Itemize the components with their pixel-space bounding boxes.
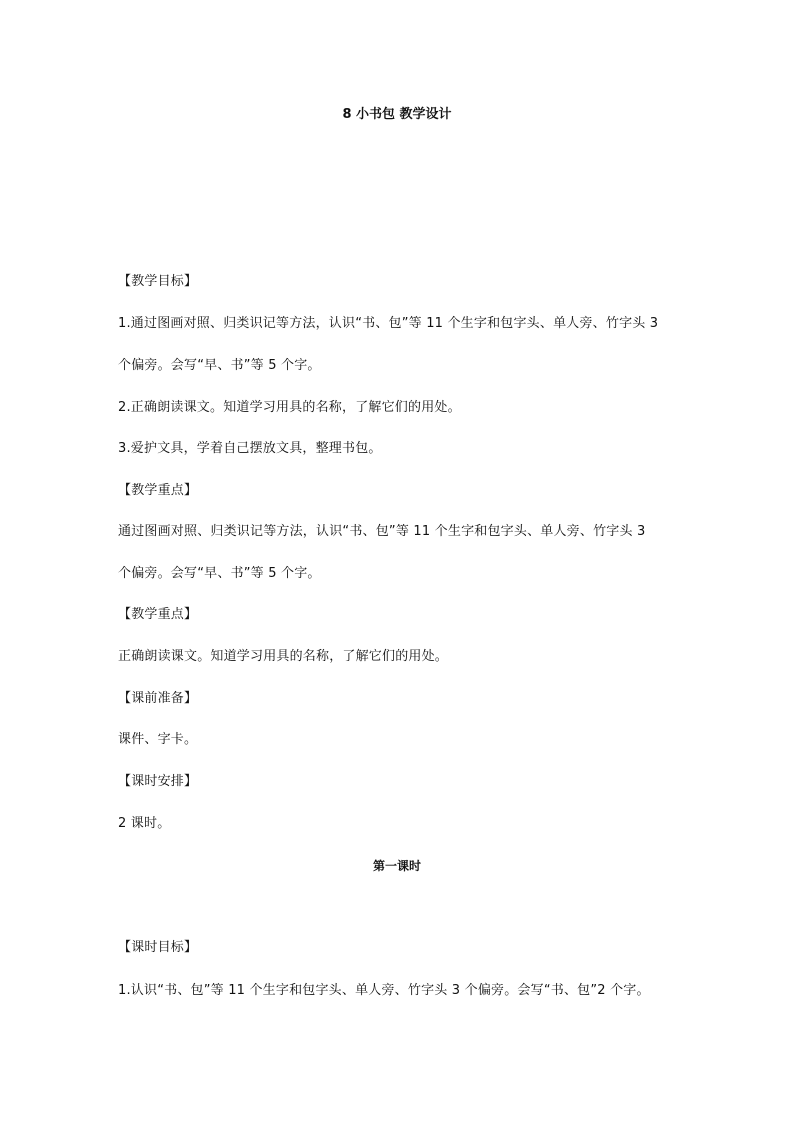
goals-heading: 【教学目标】 [118, 274, 198, 289]
lesson-goals-heading: 【课时目标】 [118, 940, 198, 955]
preparation-text: 课件、字卡。 [118, 732, 198, 747]
schedule-text: 2 课时。 [118, 816, 171, 831]
lesson-goal-1: 1.认识“书、包”等 11 个生字和包字头、单人旁、竹字头 3 个偏旁。会写“书、包”2 个字。 [118, 983, 650, 998]
document-title: 8 小书包 教学设计 [342, 107, 452, 122]
key-points-heading-2: 【教学重点】 [118, 607, 198, 622]
schedule-heading: 【课时安排】 [118, 774, 198, 789]
goal-3: 3.爱护文具，学着自己摆放文具，整理书包。 [118, 441, 382, 456]
key-point-1-line-1: 通过图画对照、归类识记等方法，认识“书、包”等 11 个生字和包字头、单人旁、竹字头 3 [118, 524, 646, 539]
key-point-2: 正确朗读课文。知道学习用具的名称，了解它们的用处。 [118, 649, 449, 664]
preparation-heading: 【课前准备】 [118, 691, 198, 706]
key-point-1-line-2: 个偏旁。会写“早、书”等 5 个字。 [118, 566, 321, 581]
lesson-title: 第一课时 [372, 859, 421, 873]
goal-1-line-1: 1.通过图画对照、归类识记等方法，认识“书、包”等 11 个生字和包字头、单人旁、竹字头 3 [118, 316, 659, 331]
key-points-heading-1: 【教学重点】 [118, 483, 198, 498]
goal-1-line-2: 个偏旁。会写“早、书”等 5 个字。 [118, 358, 321, 373]
goal-2: 2.正确朗读课文。知道学习用具的名称，了解它们的用处。 [118, 400, 461, 415]
